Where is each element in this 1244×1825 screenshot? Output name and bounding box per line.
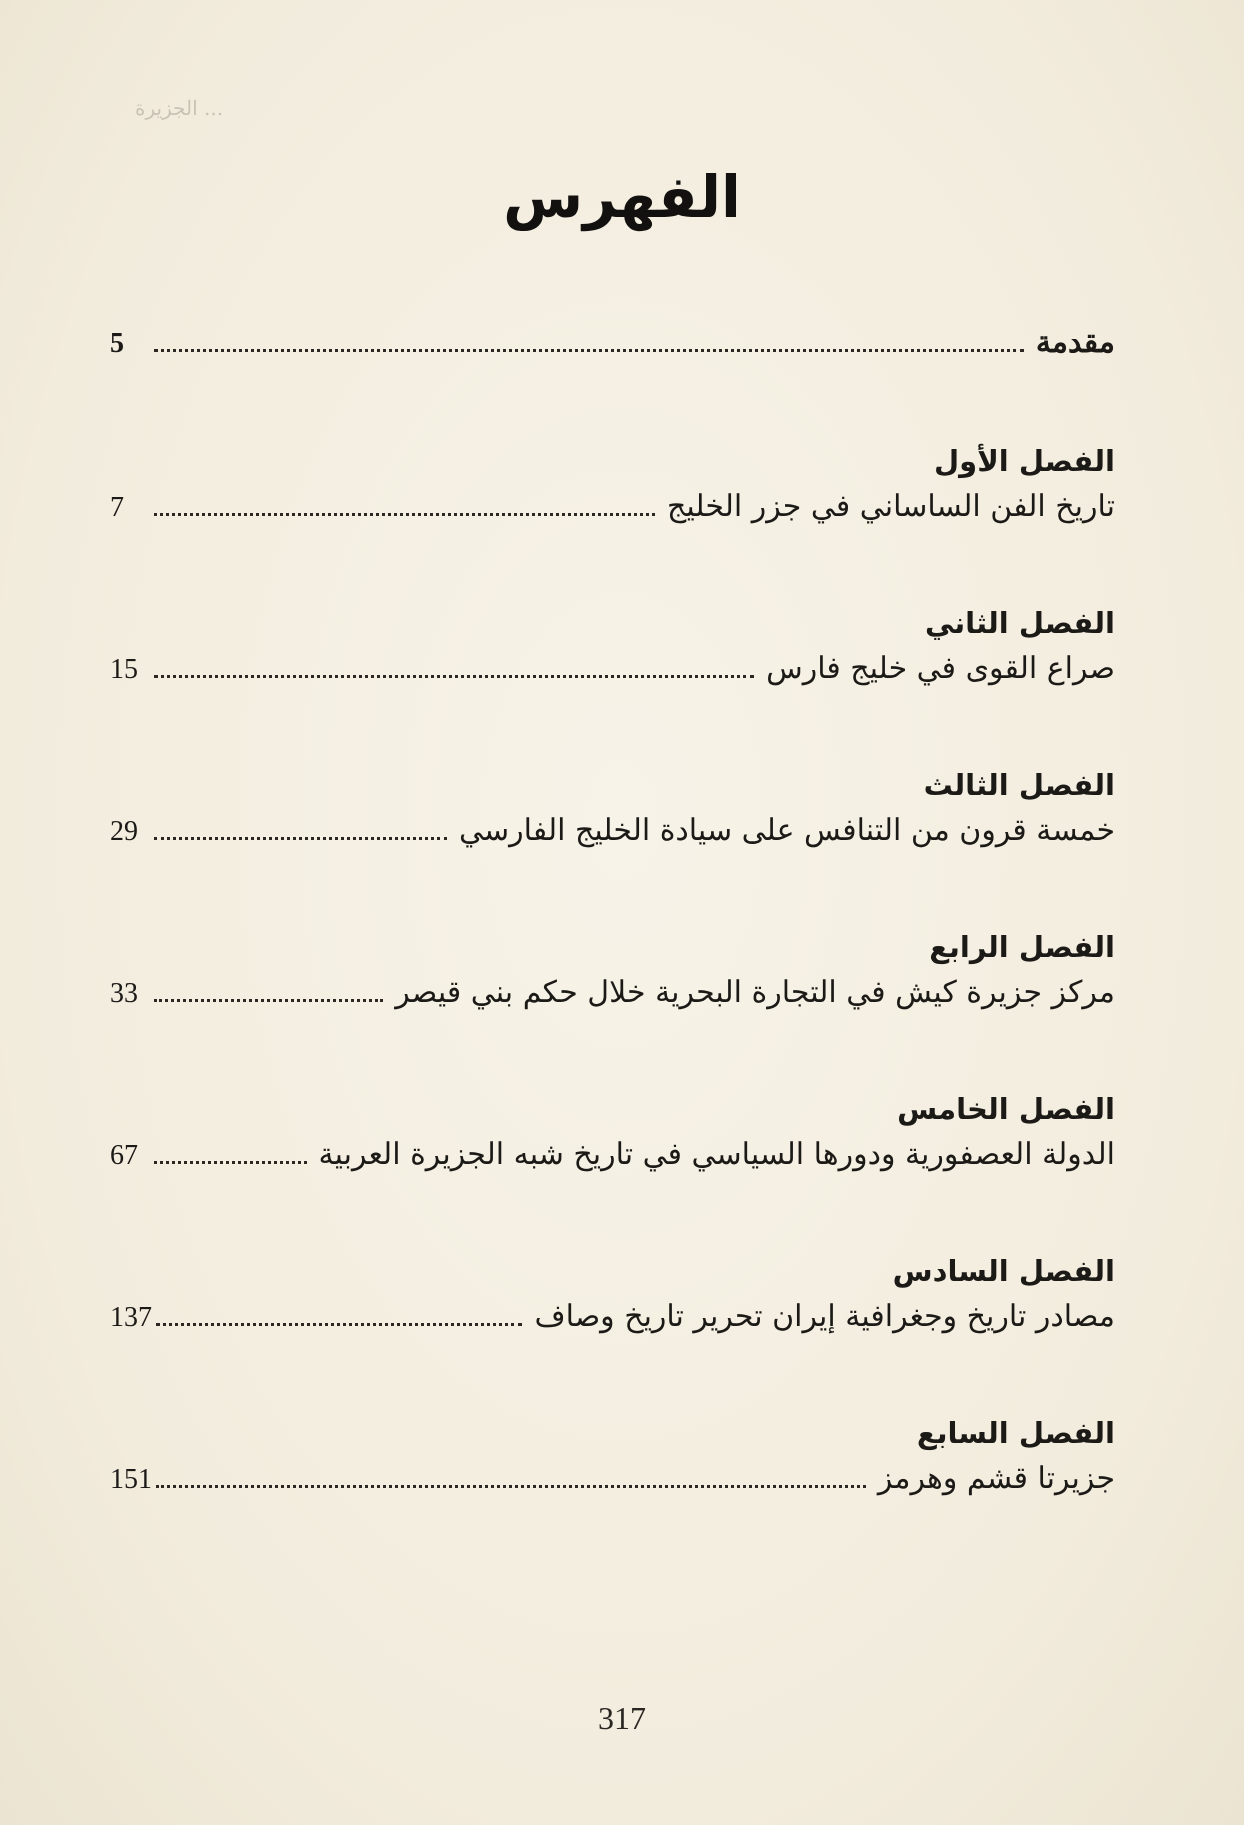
chapter-heading: الفصل الرابع — [929, 930, 1115, 964]
chapter-5 — [110, 1081, 1115, 1193]
chapter-7 — [110, 1405, 1115, 1517]
toc-entry — [110, 1137, 1115, 1193]
dot-leader — [154, 836, 447, 840]
toc-entry-page: 67 — [110, 1140, 138, 1171]
toc-entry-intro — [110, 325, 1115, 383]
chapter-heading: الفصل الأول — [934, 444, 1115, 478]
faded-corner-mark: ... الجزيرة — [135, 96, 224, 120]
dot-leader — [154, 512, 655, 516]
toc-entry — [110, 489, 1115, 545]
dot-leader — [154, 674, 754, 678]
dot-leader — [154, 1160, 307, 1164]
toc-entry-title: تاريخ الفن الساساني في جزر الخليج — [667, 489, 1115, 524]
toc-entry-page: 33 — [110, 978, 138, 1009]
chapter-heading: الفصل الثاني — [924, 606, 1115, 640]
chapter-4 — [110, 919, 1115, 1031]
toc-entry-page: 137 — [110, 1302, 152, 1333]
toc-entry-title: صراع القوى في خليج فارس — [766, 651, 1115, 686]
toc-entry-title: جزيرتا قشم وهرمز — [877, 1461, 1115, 1496]
toc-entry-title: خمسة قرون من التنافس على سيادة الخليج الفارسي — [459, 813, 1115, 848]
chapter-heading: الفصل السادس — [892, 1254, 1115, 1288]
chapter-heading: الفصل السابع — [916, 1416, 1115, 1450]
toc-entry-page: 7 — [110, 492, 124, 523]
toc-entry — [110, 651, 1115, 707]
chapter-heading: الفصل الثالث — [923, 768, 1115, 802]
chapter-2 — [110, 595, 1115, 707]
dot-leader — [156, 1484, 866, 1488]
toc-entry-title: مقدمة — [1035, 325, 1115, 360]
chapter-6 — [110, 1243, 1115, 1355]
table-of-contents — [110, 325, 1115, 1517]
toc-entry — [110, 1461, 1115, 1517]
toc-entry — [110, 813, 1115, 869]
toc-entry — [110, 1299, 1115, 1355]
dot-leader — [154, 998, 383, 1002]
dot-leader — [154, 348, 1024, 352]
page-number: 317 — [598, 1700, 646, 1736]
chapter-3 — [110, 757, 1115, 869]
toc-entry-page: 5 — [110, 328, 124, 359]
toc-entry-page: 29 — [110, 816, 138, 847]
toc-entry-title: الدولة العصفورية ودورها السياسي في تاريخ شبه الجزيرة العربية — [318, 1137, 1115, 1172]
toc-entry-page: 151 — [110, 1464, 152, 1495]
chapter-heading: الفصل الخامس — [897, 1092, 1115, 1126]
dot-leader — [156, 1322, 522, 1326]
page-title: الفهرس — [503, 163, 741, 231]
chapter-1 — [110, 433, 1115, 545]
toc-entry — [110, 975, 1115, 1031]
toc-entry-title: مركز جزيرة كيش في التجارة البحرية خلال حكم بني قيصر — [395, 975, 1115, 1010]
toc-entry-page: 15 — [110, 654, 138, 685]
toc-entry-title: مصادر تاريخ وجغرافية إيران تحرير تاريخ وصاف — [534, 1299, 1115, 1334]
